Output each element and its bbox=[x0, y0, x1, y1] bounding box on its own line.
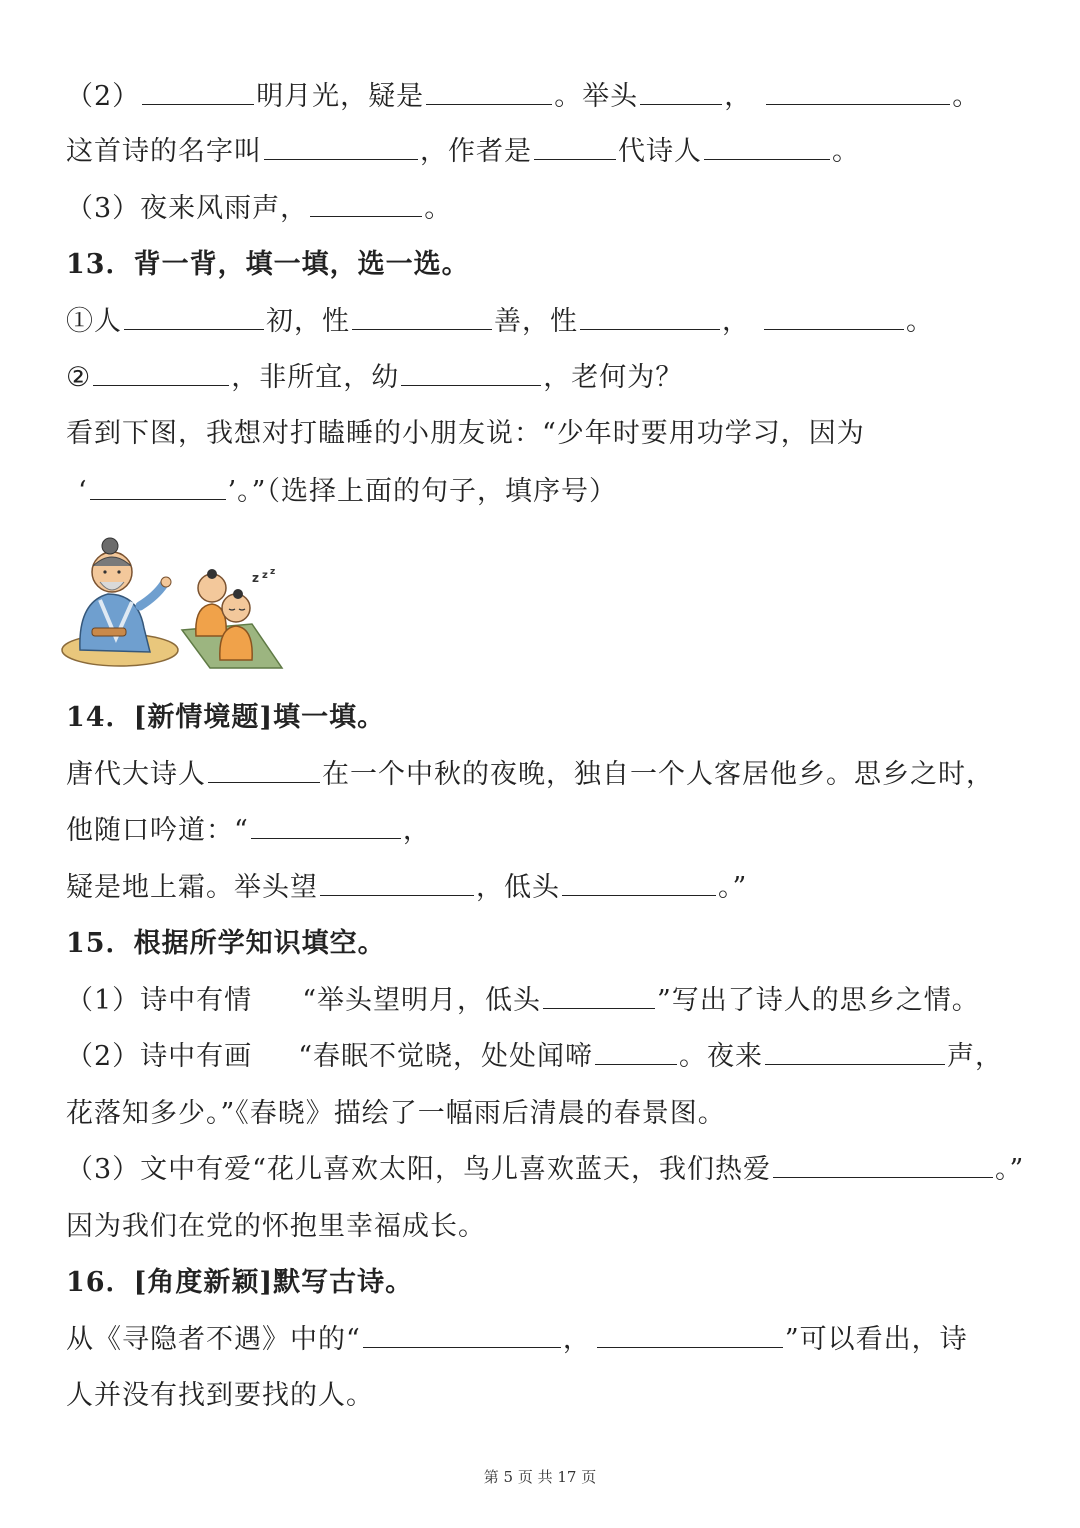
text: ‘ bbox=[78, 476, 88, 507]
blank[interactable] bbox=[595, 1040, 677, 1065]
text: 声， bbox=[947, 1041, 1003, 1072]
q14-title: 14．[新情境题]填一填。 bbox=[66, 702, 386, 733]
scroll bbox=[92, 628, 126, 636]
blank[interactable] bbox=[426, 80, 552, 105]
text: 。 bbox=[424, 193, 453, 224]
text: （1）诗中有情 bbox=[66, 985, 253, 1016]
q13-line-2 bbox=[66, 360, 683, 396]
q12-line-2 bbox=[66, 79, 980, 115]
text: （3）文中有爱“花儿喜欢太阳，鸟儿喜欢蓝天，我们热爱 bbox=[66, 1154, 771, 1185]
blank[interactable] bbox=[597, 1323, 783, 1348]
text: 这首诗的名字叫 bbox=[66, 136, 262, 167]
text: ② bbox=[66, 362, 92, 393]
text: ，非所宜，幼 bbox=[231, 362, 400, 393]
text: “举头望明月，低头 bbox=[302, 985, 541, 1016]
text: 。夜来 bbox=[679, 1041, 763, 1072]
teacher-arm bbox=[140, 584, 164, 606]
q12-poem-name-line bbox=[66, 134, 860, 170]
text: ”可以看出，诗 bbox=[784, 1324, 968, 1355]
zzz-mark: z bbox=[262, 570, 268, 581]
text: ’。”（选择上面的句子，填序号） bbox=[227, 476, 617, 507]
teacher-hair-bun bbox=[102, 538, 118, 554]
teacher-eye bbox=[103, 570, 106, 573]
zzz-mark: z bbox=[252, 571, 259, 585]
q14-line-2 bbox=[66, 813, 431, 849]
text: ①人 bbox=[66, 306, 122, 337]
blank[interactable] bbox=[264, 135, 418, 160]
zzz-mark: z bbox=[270, 567, 276, 577]
q15-line-5: 因为我们在党的怀抱里幸福成长。 bbox=[66, 1211, 486, 1242]
blank[interactable] bbox=[208, 758, 320, 783]
blank[interactable] bbox=[124, 305, 264, 330]
q15-line-4 bbox=[66, 1152, 1024, 1188]
q12-line-3 bbox=[66, 191, 452, 227]
text: （3）夜来风雨声， bbox=[66, 193, 309, 224]
text: 在一个中秋的夜晚，独自一个人客居他乡。思乡之时， bbox=[322, 759, 994, 790]
teacher-eye bbox=[117, 570, 120, 573]
q13-line-3: 看到下图，我想对打瞌睡的小朋友说：“少年时要用功学习，因为 bbox=[66, 418, 865, 449]
text: “春眠不觉晓，处处闻啼 bbox=[298, 1041, 593, 1072]
q13-line-1 bbox=[66, 304, 934, 340]
text: 。举头 bbox=[554, 81, 639, 112]
text: 唐代大诗人 bbox=[66, 759, 206, 790]
blank[interactable] bbox=[764, 305, 904, 330]
blank[interactable] bbox=[765, 1040, 945, 1065]
page-number-footer: 第 5 页 共 17 页 bbox=[483, 1468, 597, 1486]
blank[interactable] bbox=[352, 305, 492, 330]
text: ， bbox=[562, 1324, 591, 1355]
blank[interactable] bbox=[363, 1323, 561, 1348]
blank[interactable] bbox=[580, 305, 720, 330]
blank[interactable] bbox=[401, 361, 541, 386]
teacher-and-sleeping-children-illustration bbox=[60, 532, 290, 674]
blank[interactable] bbox=[320, 871, 474, 896]
q16-line-2: 人并没有找到要找的人。 bbox=[66, 1380, 374, 1411]
q14-line-3 bbox=[66, 870, 747, 906]
child-hair-tuft bbox=[233, 589, 243, 599]
text: 。” bbox=[718, 872, 748, 903]
text: 代诗人 bbox=[618, 136, 702, 167]
text: 。” bbox=[994, 1154, 1025, 1185]
q15-line-1 bbox=[66, 983, 980, 1019]
text: 初，性 bbox=[266, 306, 350, 337]
text: 。 bbox=[952, 81, 981, 112]
text: 明月光，疑是 bbox=[256, 81, 425, 112]
q16-line-1 bbox=[66, 1322, 968, 1358]
blank[interactable] bbox=[773, 1153, 993, 1178]
blank[interactable] bbox=[543, 984, 655, 1009]
blank[interactable] bbox=[704, 135, 830, 160]
blank[interactable] bbox=[640, 80, 722, 105]
teacher-hand bbox=[161, 577, 171, 587]
blank[interactable] bbox=[251, 814, 401, 839]
child-hair-tuft bbox=[207, 569, 217, 579]
text: ， bbox=[722, 306, 750, 337]
q15-title: 15．根据所学知识填空。 bbox=[66, 928, 386, 959]
text: ，作者是 bbox=[420, 136, 532, 167]
blank[interactable] bbox=[142, 80, 254, 105]
blank[interactable] bbox=[766, 80, 950, 105]
text: （2）诗中有画 bbox=[66, 1041, 253, 1072]
blank[interactable] bbox=[93, 361, 229, 386]
text: ，低头 bbox=[476, 872, 560, 903]
q16-title: 16．[角度新颖]默写古诗。 bbox=[66, 1267, 414, 1298]
text: ，老何为？ bbox=[543, 362, 684, 393]
q15-line-3: 花落知多少。”《春晓》描绘了一幅雨后清晨的春景图。 bbox=[66, 1098, 726, 1129]
blank[interactable] bbox=[562, 871, 716, 896]
text: 疑是地上霜。举头望 bbox=[66, 872, 318, 903]
blank[interactable] bbox=[310, 192, 422, 217]
q14-line-1 bbox=[66, 757, 994, 793]
blank[interactable] bbox=[534, 135, 616, 160]
text: 。 bbox=[832, 136, 860, 167]
blank[interactable] bbox=[90, 475, 226, 500]
text: 善，性 bbox=[494, 306, 578, 337]
q13-title: 13．背一背，填一填，选一选。 bbox=[66, 249, 470, 280]
q13-line-4 bbox=[78, 474, 617, 510]
text: 他随口吟道：“ bbox=[66, 815, 249, 846]
text: （2） bbox=[66, 81, 141, 112]
q15-line-2 bbox=[66, 1039, 1003, 1075]
text: ， bbox=[724, 81, 753, 112]
text: 从《寻隐者不遇》中的“ bbox=[66, 1324, 361, 1355]
text: ， bbox=[402, 815, 431, 846]
text: 。 bbox=[906, 306, 934, 337]
text: ”写出了诗人的思乡之情。 bbox=[657, 985, 980, 1016]
